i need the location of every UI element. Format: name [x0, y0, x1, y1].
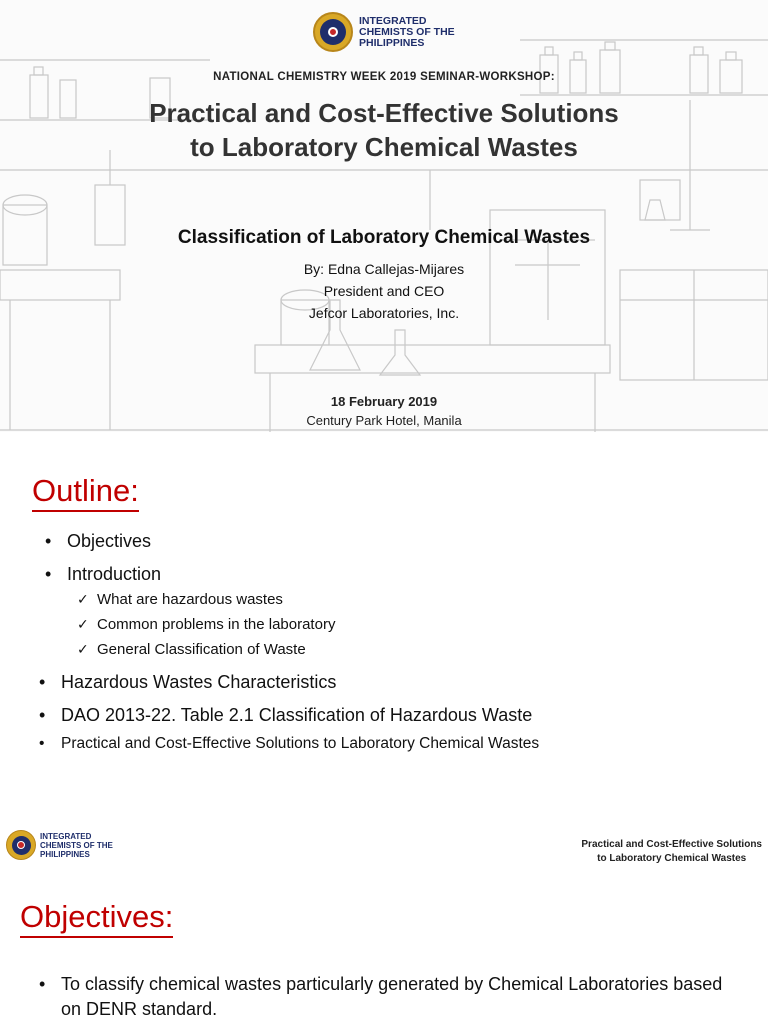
- outline-list: [39, 528, 745, 756]
- list-item: • DAO 2013-22. Table 2.1 Classification of Hazardous Waste: [39, 705, 533, 725]
- sub-list-item: ✓ Common problems in the laboratory: [77, 612, 745, 637]
- author-name: By: Edna Callejas-Mijares: [303, 261, 465, 277]
- org-logo: [6, 830, 113, 860]
- list-item: • Objectives: [45, 531, 152, 551]
- org-logo-text: INTEGRATED CHEMISTS OF THE PHILIPPINES: [40, 831, 113, 859]
- ichem-seal-icon: [6, 830, 36, 860]
- header-seminar-title: Practical and Cost-Effective Solutions to Laboratory Chemical Wastes: [581, 839, 762, 864]
- seminar-title: Practical and Cost-Effective Solutions to Laboratory Chemical Wastes: [149, 98, 619, 162]
- date-venue: [0, 392, 768, 430]
- org-logo-text: INTEGRATED CHEMISTS OF THE PHILIPPINES: [359, 14, 455, 49]
- title-slide: [0, 0, 768, 432]
- laboratory-background-illustration: [0, 0, 768, 432]
- event-date: 18 February 2019: [330, 394, 438, 409]
- event-kicker: NATIONAL CHEMISTRY WEEK 2019 SEMINAR-WORKSHOP:: [213, 71, 555, 83]
- author-block: [0, 258, 768, 324]
- objectives-list: [39, 972, 745, 1022]
- check-icon: ✓: [77, 591, 89, 607]
- talk-subtitle: Classification of Laboratory Chemical Wastes: [177, 227, 591, 248]
- sub-list-item: ✓ General Classification of Waste: [77, 637, 745, 662]
- list-item: • Introduction: [45, 564, 162, 584]
- list-item: • Hazardous Wastes Characteristics: [39, 672, 337, 692]
- check-icon: ✓: [77, 641, 89, 657]
- objectives-slide: [0, 812, 768, 1024]
- objectives-heading: Objectives:: [20, 898, 173, 938]
- ichem-seal-icon: [313, 12, 353, 52]
- outline-heading: Outline:: [32, 472, 139, 512]
- event-venue: Century Park Hotel, Manila: [306, 413, 462, 428]
- outline-slide: [0, 434, 768, 796]
- sub-list-item: ✓ What are hazardous wastes: [77, 587, 745, 612]
- list-item: • To classify chemical wastes particularly generated by Chemical Laboratories based on DENR standard.: [39, 974, 723, 1019]
- org-logo: [313, 12, 455, 52]
- author-role: President and CEO: [323, 283, 445, 299]
- list-item: • Practical and Cost-Effective Solutions to Laboratory Chemical Wastes: [39, 735, 540, 752]
- check-icon: ✓: [77, 616, 89, 632]
- author-company: Jefcor Laboratories, Inc.: [308, 305, 460, 321]
